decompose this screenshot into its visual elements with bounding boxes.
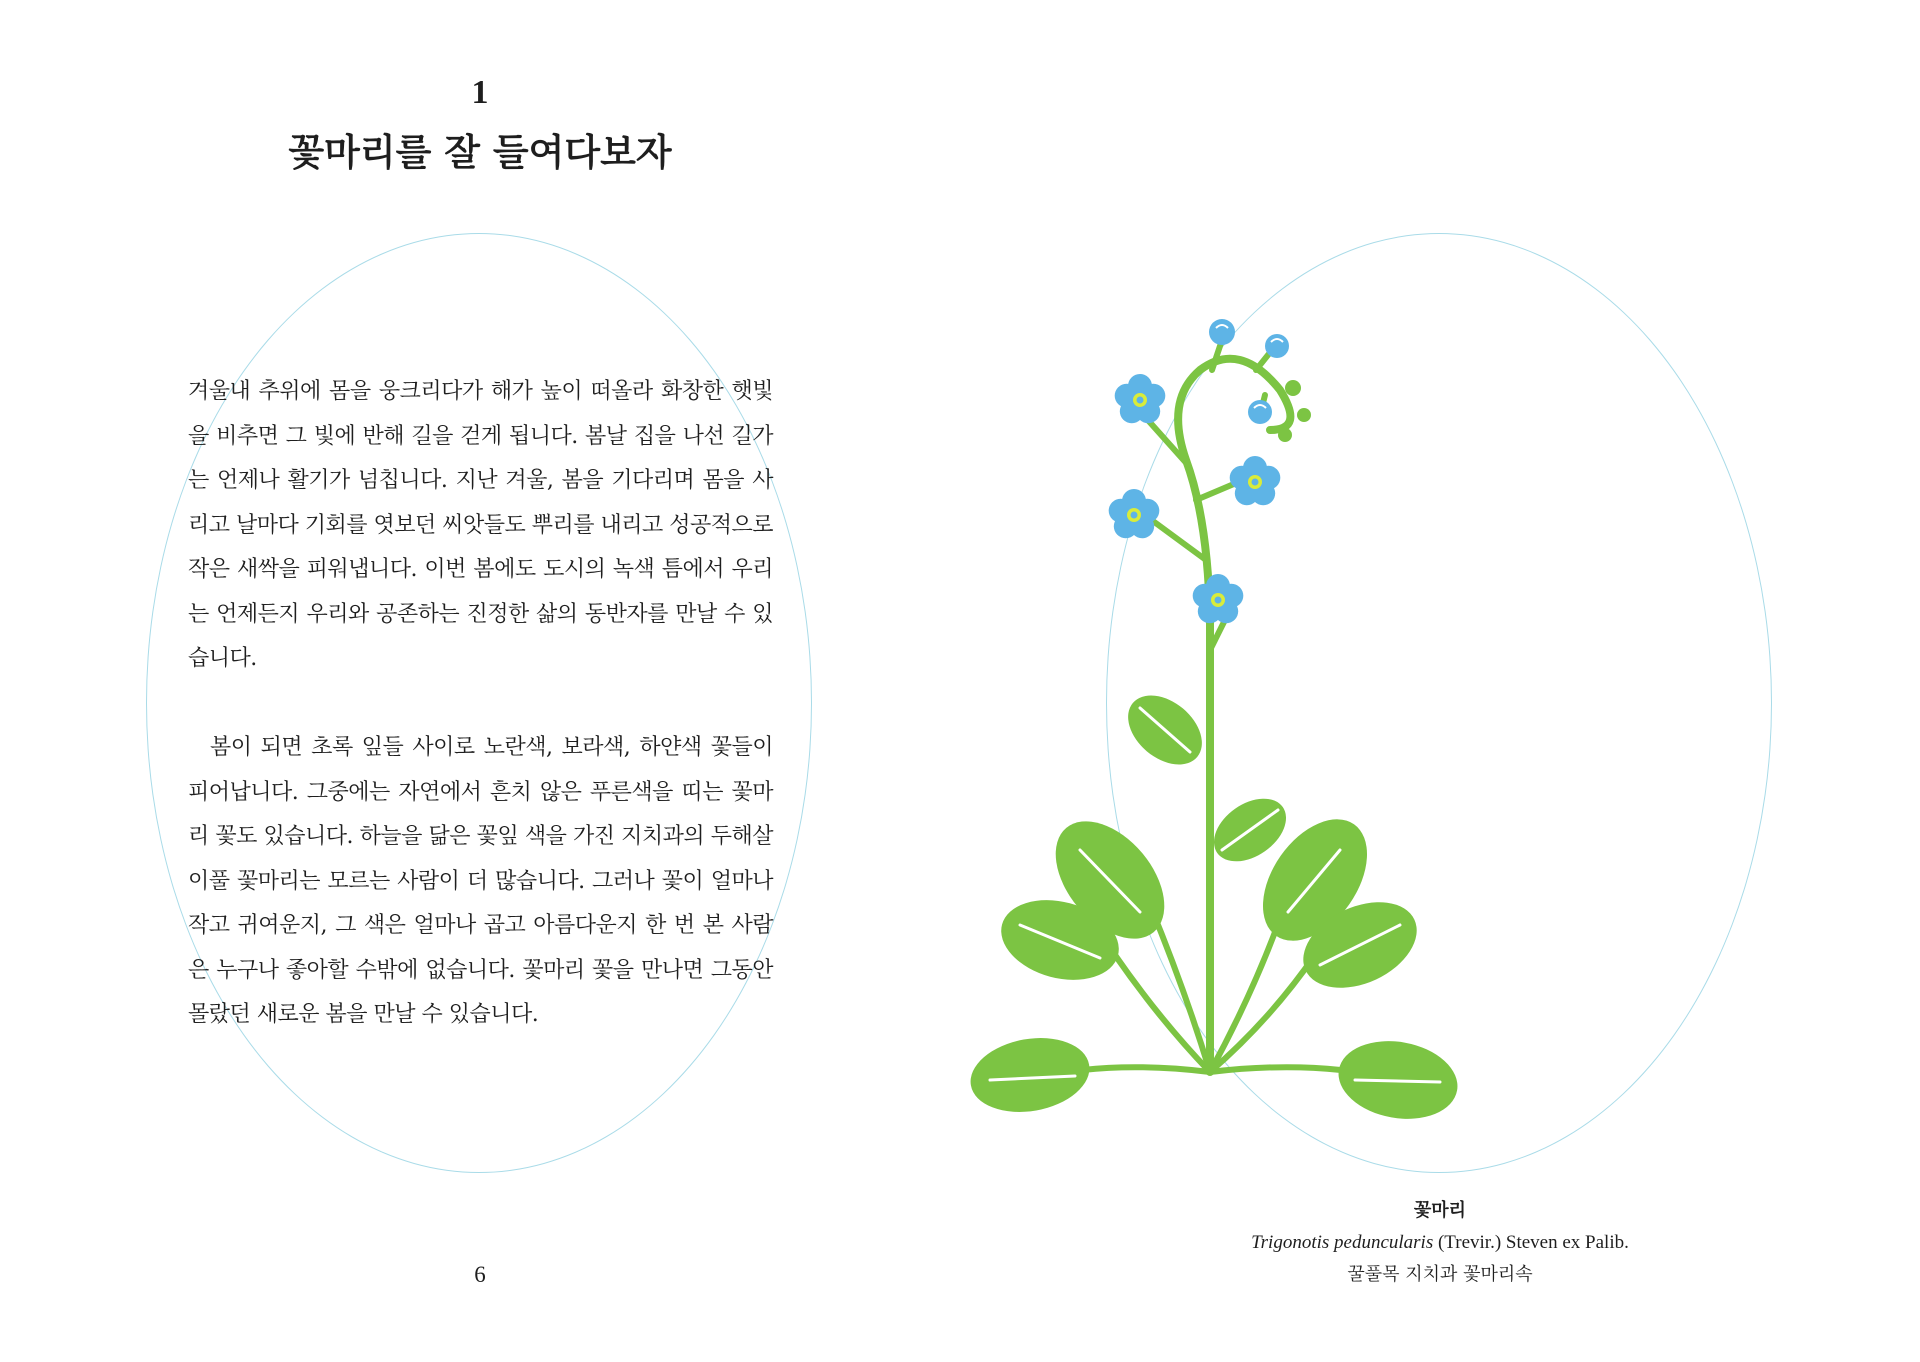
page-number: 6	[474, 1262, 486, 1287]
flower-bud	[1265, 334, 1289, 358]
right-page	[960, 0, 1920, 1362]
chapter-number: 1	[471, 74, 489, 111]
body-text	[188, 370, 773, 1038]
flower-blossom	[1115, 374, 1166, 423]
scientific-name	[960, 1227, 1920, 1259]
basal-leaf-far-left	[965, 1029, 1096, 1121]
scientific-name-italic: Trigonotis peduncularis	[1251, 1232, 1434, 1253]
flower-blossom	[1193, 574, 1244, 623]
plant-name: 꽃마리	[1413, 1200, 1467, 1221]
flower-bud	[1209, 319, 1235, 345]
forget-me-not-illustration	[960, 0, 1920, 1362]
plant-caption	[960, 1195, 1920, 1291]
paragraph-1: 겨울내 추위에 몸을 웅크리다가 해가 높이 떠올라 화창한 햇빛을 비추면 그 빛에 반해 길을 걷게 됩니다. 봄날 집을 나선 길가는 언제나 활기가 넘칩니다. 지난 겨울, 봄을 기다리며 몸을 사리고 날마다 기회를 엿보던 씨앗들도 뿌리를 내리고 성공적으로 작은 새싹을 피워냅니다. 이번 봄에도 도시의 녹색 틈에서 우리는 언제든지 우리와 공존하는 진정한 삶의 동반자를 만날 수 있습니다.	[188, 379, 774, 671]
flower-bud	[1248, 400, 1272, 424]
basal-leaf-far-right	[1332, 1032, 1463, 1128]
plant-taxonomy: 꿀풀목 지치과 꽃마리속	[1347, 1264, 1533, 1285]
chapter-title: 꽃마리를 잘 들여다보자	[288, 130, 672, 174]
paragraph-2: 봄이 되면 초록 잎들 사이로 노란색, 보라색, 하얀색 꽃들이 피어납니다. 그중에는 자연에서 흔치 않은 푸른색을 띠는 꽃마리 꽃도 있습니다. 하늘을 닮은 꽃잎 색을 가진 지치과의 두해살이풀 꽃마리는 모르는 사람이 더 많습니다. 그러나 꽃이 얼마나 작고 귀여운지, 그 색은 얼마나 곱고 아름다운지 한 번 본 사람은 누구나 좋아할 수밖에 없습니다. 꽃마리 꽃을 만나면 그동안 몰랐던 새로운 봄을 만날 수 있습니다.	[188, 735, 773, 1027]
main-stem	[1178, 359, 1290, 1072]
scientific-name-author: (Trevir.) Steven ex Palib.	[1433, 1232, 1629, 1253]
stem-leaf-upper	[1115, 682, 1215, 779]
flower-blossom	[1230, 456, 1281, 505]
flower-blossom	[1109, 489, 1160, 538]
